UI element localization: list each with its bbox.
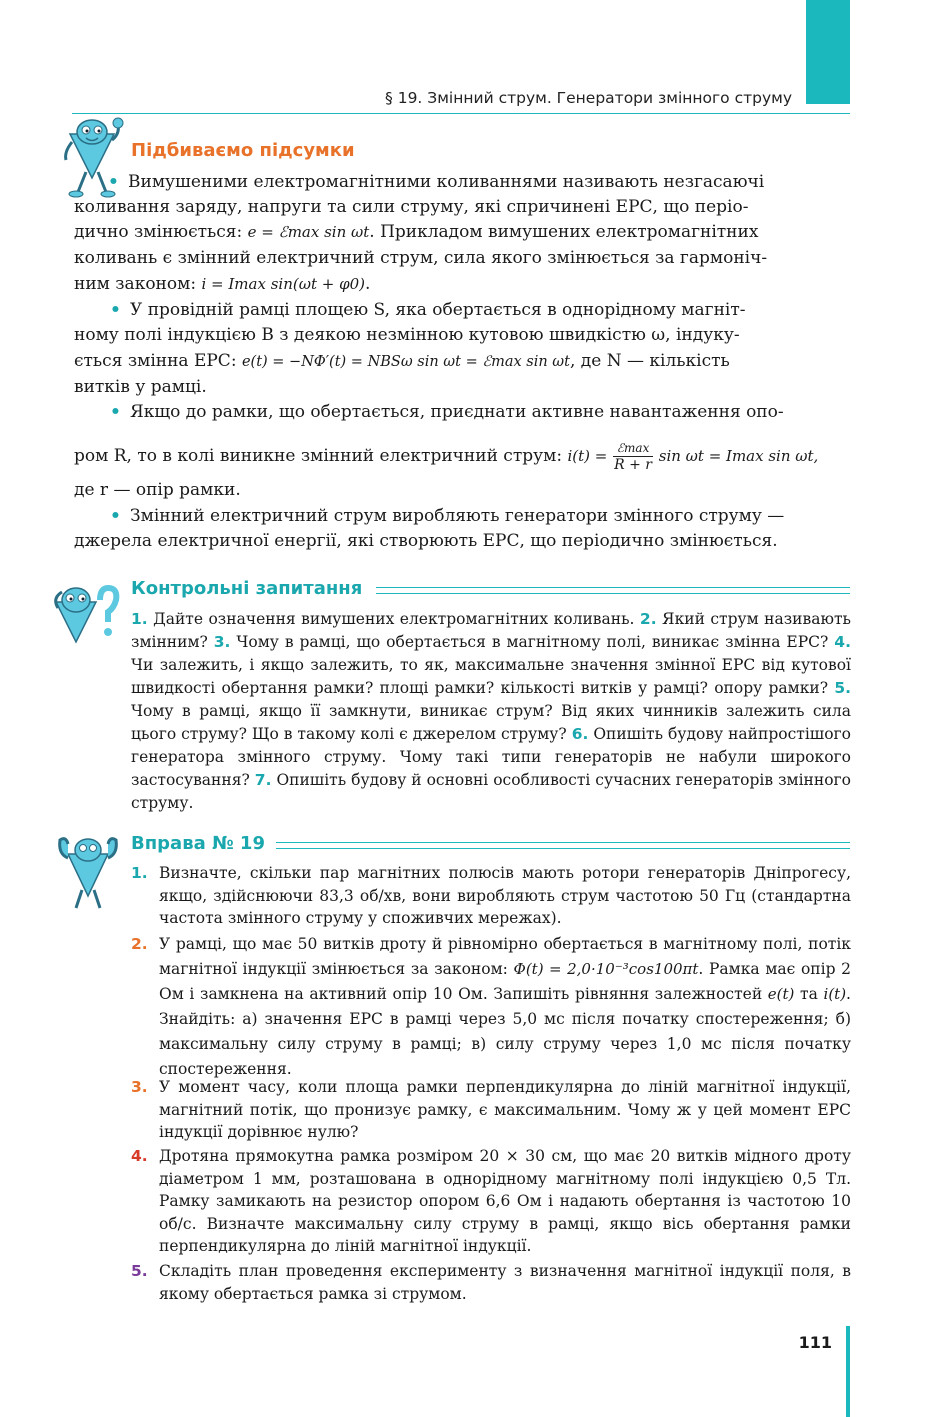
exercise-text-part: та [800, 985, 818, 1003]
exercise-number: 5. [131, 1262, 148, 1280]
question-text: Чому в рамці, якщо її замкнути, виникає струм? Від яких чинників залежить сила цього струму? Що в такому колі є джерелом струму? [131, 702, 851, 743]
question-text: Опишіть будову найпростішого генератора змінного струму. Чому такі типи генераторів не набули широкого застосування? [131, 725, 851, 789]
question-number: 2. [639, 610, 657, 628]
summary-text: . Прикладом вимушених електромагнітних [369, 222, 759, 242]
exercise-number: 1. [131, 864, 148, 882]
exercise-text: У момент часу, коли площа рамки перпендикулярна до ліній магнітної індукції, магнітний потік, що пронизує рамку, є максимальним. Чому ж у цей момент ЕРС індукції дорівнює нулю? [159, 1078, 851, 1142]
exercise-text-part: . Знайдіть: а) значення ЕРС в рамці через 5,0 мс після початку спостереження; б) максимальну силу струму в рамці; в) силу струму через 1,0 мс після початку спостереження. [159, 985, 851, 1078]
question-number: 3. [213, 633, 231, 651]
summary-text-line [74, 220, 850, 244]
mascot-strong-icon [56, 830, 126, 916]
exercise-item-4 [131, 1145, 851, 1258]
exercise-number: 4. [131, 1147, 148, 1165]
summary-heading: Підбиваємо підсумки [131, 140, 355, 161]
question-number: 4. [834, 633, 851, 651]
summary-text: коливання заряду, напруги та сили струму, які спричинені ЕРС, що періо- [74, 197, 749, 217]
summary-text: У провідній рамці площею S, яка обертається в однорідному магніт- [130, 300, 746, 320]
question-text: Чому в рамці, що обертається в магнітному полі, виникає змінна ЕРС? [236, 633, 829, 651]
summary-text: ром R, то в колі виникне змінний електричний струм: [74, 446, 563, 466]
formula-flux: Φ(t) = 2,0·10⁻³cos100πt [513, 960, 699, 978]
running-header: § 19. Змінний струм. Генератори змінного струму [385, 89, 792, 107]
question-text: Чи залежить, і якщо залежить, то як, максимальне значення змінної ЕРС від кутової швидкості обертання рамки? площі рамки? кількості витків у рамці? опору рамки? [131, 656, 851, 697]
bullet-icon: • [110, 300, 121, 320]
exercise-item-2 [131, 932, 851, 1082]
summary-text: ється змінна ЕРС: [74, 351, 237, 371]
exercise-text: Складіть план проведення експерименту з визначення магнітної індукції поля, в якому обертається рамка зі струмом. [159, 1262, 851, 1303]
section-color-tab [806, 0, 850, 104]
mascot-question-icon [50, 580, 120, 666]
page-number: 111 [798, 1333, 832, 1352]
questions-heading: Контрольні запитання [131, 578, 363, 599]
exercise-text [159, 932, 851, 1082]
summary-text: де r — опір рамки. [74, 480, 241, 500]
formula-current: i = Imax sin(ωt + φ0) [201, 275, 365, 293]
summary-text-line [74, 272, 850, 296]
summary-text: коливань є змінний електричний струм, сила якого змінюється за гармоніч- [74, 248, 768, 268]
question-text: Опишіть будову й основні особливості сучасних генераторів змінного струму. [131, 771, 851, 812]
summary-bullet-3 [74, 400, 850, 424]
summary-bullet-4 [74, 504, 850, 528]
fraction-numerator: ℰmax [613, 440, 654, 457]
summary-text-line [74, 440, 850, 473]
exercise-text-part: У рамці, що має 50 витків дроту й рівномірно обертається в магнітному полі, потік магнітної індукції змінюється за законом: [159, 935, 851, 978]
summary-text: витків у рамці. [74, 377, 207, 397]
exercise-item-5 [131, 1260, 851, 1305]
summary-text: , де N — кількість [569, 351, 730, 371]
summary-bullet-2 [74, 298, 850, 322]
summary-text: . [364, 274, 371, 294]
exercise-heading: Вправа № 19 [131, 833, 265, 854]
formula-fraction [613, 440, 654, 473]
formula-i-t: i(t) [823, 985, 847, 1003]
question-text: Який струм називають змінним? [131, 610, 851, 651]
questions-heading-rule [376, 587, 850, 594]
exercise-text-part: . Рамка має опір 2 Ом і замкнена на активний опір 10 Ом. Запишіть рівняння залежностей [159, 960, 852, 1003]
question-number: 1. [131, 610, 148, 628]
questions-list [131, 608, 851, 815]
summary-text-line [74, 349, 850, 374]
exercise-number: 3. [131, 1078, 148, 1096]
exercise-item-3 [131, 1076, 851, 1144]
summary-text: ному полі індукцією B з деякою незмінною кутовою швидкістю ω, індуку- [74, 325, 740, 345]
formula-rhs: sin ωt = Imax sin ωt, [658, 447, 819, 465]
summary-text: Змінний електричний струм виробляють генератори змінного струму — [130, 506, 785, 526]
fraction-denominator: R + r [614, 457, 652, 473]
question-text: Дайте означення вимушених електромагнітних коливань. [153, 610, 635, 628]
summary-text: ним законом: [74, 274, 197, 294]
bullet-icon: • [108, 172, 119, 192]
exercise-text: Визначте, скільки пар магнітних полюсів мають ротори генераторів Дніпрогесу, якщо, здійснюючи 83,3 об/хв, вони виробляють струм частотою 50 Гц (стандартна частота змінного струму у споживчих мережах). [159, 864, 851, 928]
bullet-icon: • [110, 402, 121, 422]
formula-frame-emf: e(t) = −NΦ′(t) = NBSω sin ωt = ℰmax sin ωt [241, 354, 570, 370]
summary-text: Вимушеними електромагнітними коливаннями називають незгасаючі [128, 172, 765, 192]
summary-text: дично змінюється: [74, 222, 243, 242]
summary-text: Якщо до рамки, що обертається, приєднати активне навантаження опо- [130, 402, 784, 422]
exercise-item-1 [131, 862, 851, 930]
page-number-bar [846, 1326, 850, 1417]
question-number: 5. [834, 679, 851, 697]
header-rule [72, 113, 850, 114]
formula-e-t: e(t) [767, 985, 795, 1003]
exercise-heading-rule [276, 842, 850, 849]
exercise-text: Дротяна прямокутна рамка розміром 20 × 30 см, що має 20 витків мідного дроту діаметром 1 мм, розташована в однорідному магнітному полі індукцією 0,5 Тл. Рамку замикають на резистор опором 6,6 Ом і надають обертання із частотою 10 об/с. Визначте максимальну силу струму в рамці, якщо вісь обертання рамки перпендикулярна до ліній магнітної індукції. [159, 1147, 851, 1256]
question-number: 7. [254, 771, 272, 789]
formula-emf: e = ℰmax sin ωt [247, 223, 370, 241]
question-number: 6. [571, 725, 589, 743]
summary-bullet-1 [74, 170, 850, 194]
formula-lhs: i(t) = [567, 447, 608, 465]
exercise-number: 2. [131, 935, 148, 953]
summary-text: джерела електричної енергії, які створюють ЕРС, що періодично змінюється. [74, 531, 778, 551]
bullet-icon: • [110, 506, 121, 526]
